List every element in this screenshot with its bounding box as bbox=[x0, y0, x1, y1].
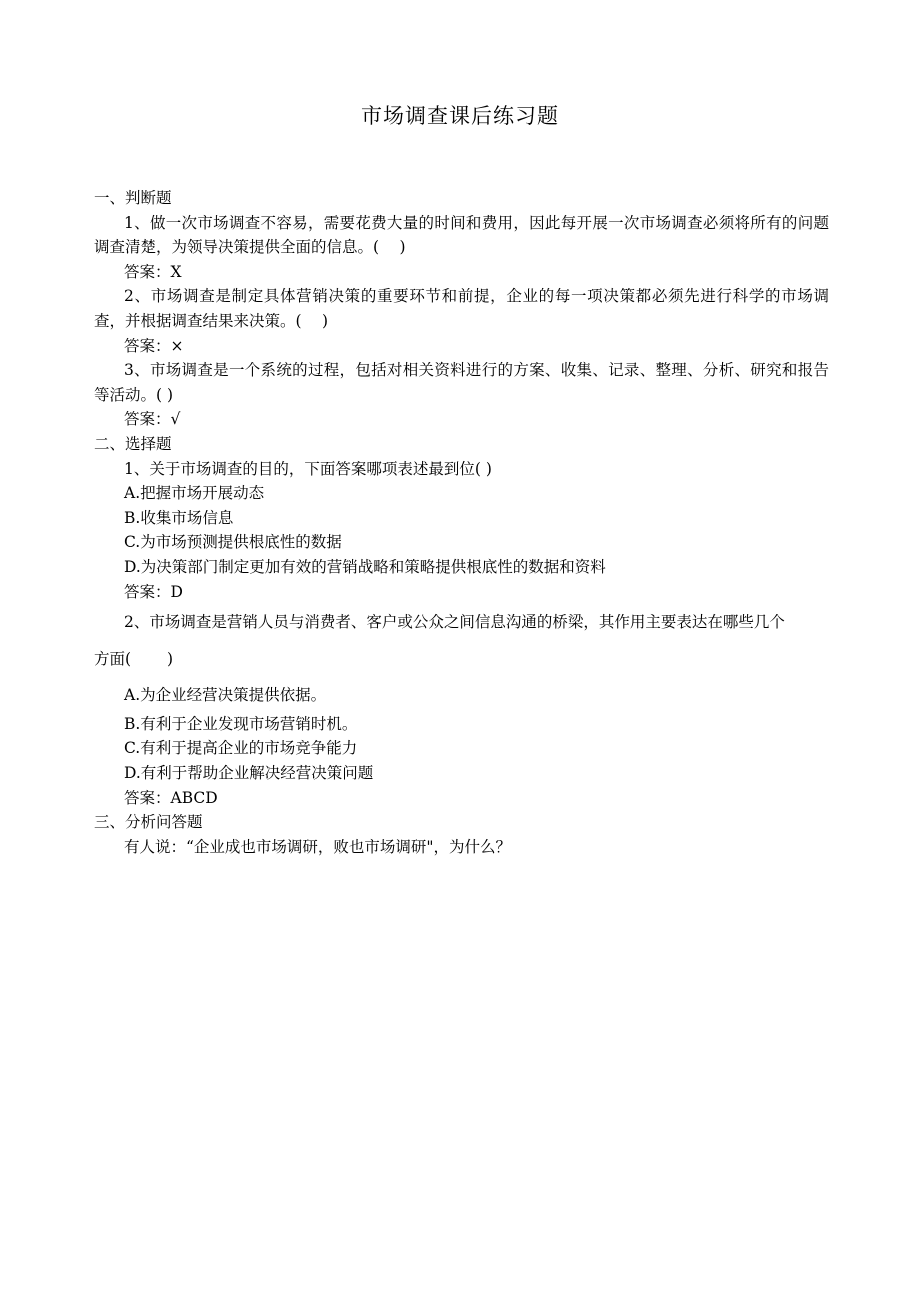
choice-1-option-d: D.为决策部门制定更加有效的营销战略和策略提供根底性的数据和资料 bbox=[124, 557, 606, 576]
analysis-question-1: 有人说：“企业成也市场调研，败也市场调研"，为什么？ bbox=[124, 837, 512, 856]
section-heading-judge: 一、判断题 bbox=[94, 189, 172, 207]
judge-question-3: 3、市场调查是一个系统的过程，包括对相关资料进行的方案、收集、记录、整理、分析、研究和报告等活动。( ) bbox=[94, 361, 829, 404]
judge-answer-3: 答案：√ bbox=[124, 410, 181, 429]
choice-question-1: 1、关于市场调查的目的，下面答案哪项表述最到位( ) bbox=[124, 459, 492, 478]
choice-1-option-c: C.为市场预测提供根底性的数据 bbox=[124, 533, 342, 552]
choice-question-2: 2、市场调查是营销人员与消费者、客户或公众之间信息沟通的桥梁，其作用主要表达在哪些几个 bbox=[124, 613, 785, 632]
choice-question-2-continuation: 方面( ) bbox=[94, 649, 174, 668]
choice-1-option-a: A.把握市场开展动态 bbox=[124, 484, 265, 503]
judge-question-2: 2、市场调查是制定具体营销决策的重要环节和前提，企业的每一项决策都必须先进行科学的市场调查，并根据调查结果来决策。( ) bbox=[94, 287, 829, 330]
choice-answer-2: 答案：ABCD bbox=[124, 788, 218, 807]
section-heading-analysis: 三、分析问答题 bbox=[94, 813, 203, 832]
choice-1-option-b: B.收集市场信息 bbox=[124, 508, 234, 527]
choice-answer-1: 答案：D bbox=[124, 582, 183, 601]
choice-2-option-a: A.为企业经营决策提供依据。 bbox=[124, 686, 327, 705]
choice-2-option-c: C.有利于提高企业的市场竞争能力 bbox=[124, 739, 358, 758]
choice-2-option-b: B.有利于企业发现市场营销时机。 bbox=[124, 714, 358, 733]
judge-answer-1: 答案：X bbox=[124, 262, 182, 281]
section-heading-choice: 二、选择题 bbox=[94, 434, 172, 453]
judge-answer-2: 答案：× bbox=[124, 336, 184, 355]
choice-2-option-d: D.有利于帮助企业解决经营决策问题 bbox=[124, 764, 374, 783]
page-title: 市场调查课后练习题 bbox=[361, 104, 559, 128]
document-body bbox=[94, 186, 829, 859]
judge-question-1: 1、做一次市场调查不容易，需要花费大量的时间和费用，因此每开展一次市场调查必须将所有的问题调查清楚，为领导决策提供全面的信息。( ) bbox=[94, 213, 829, 257]
